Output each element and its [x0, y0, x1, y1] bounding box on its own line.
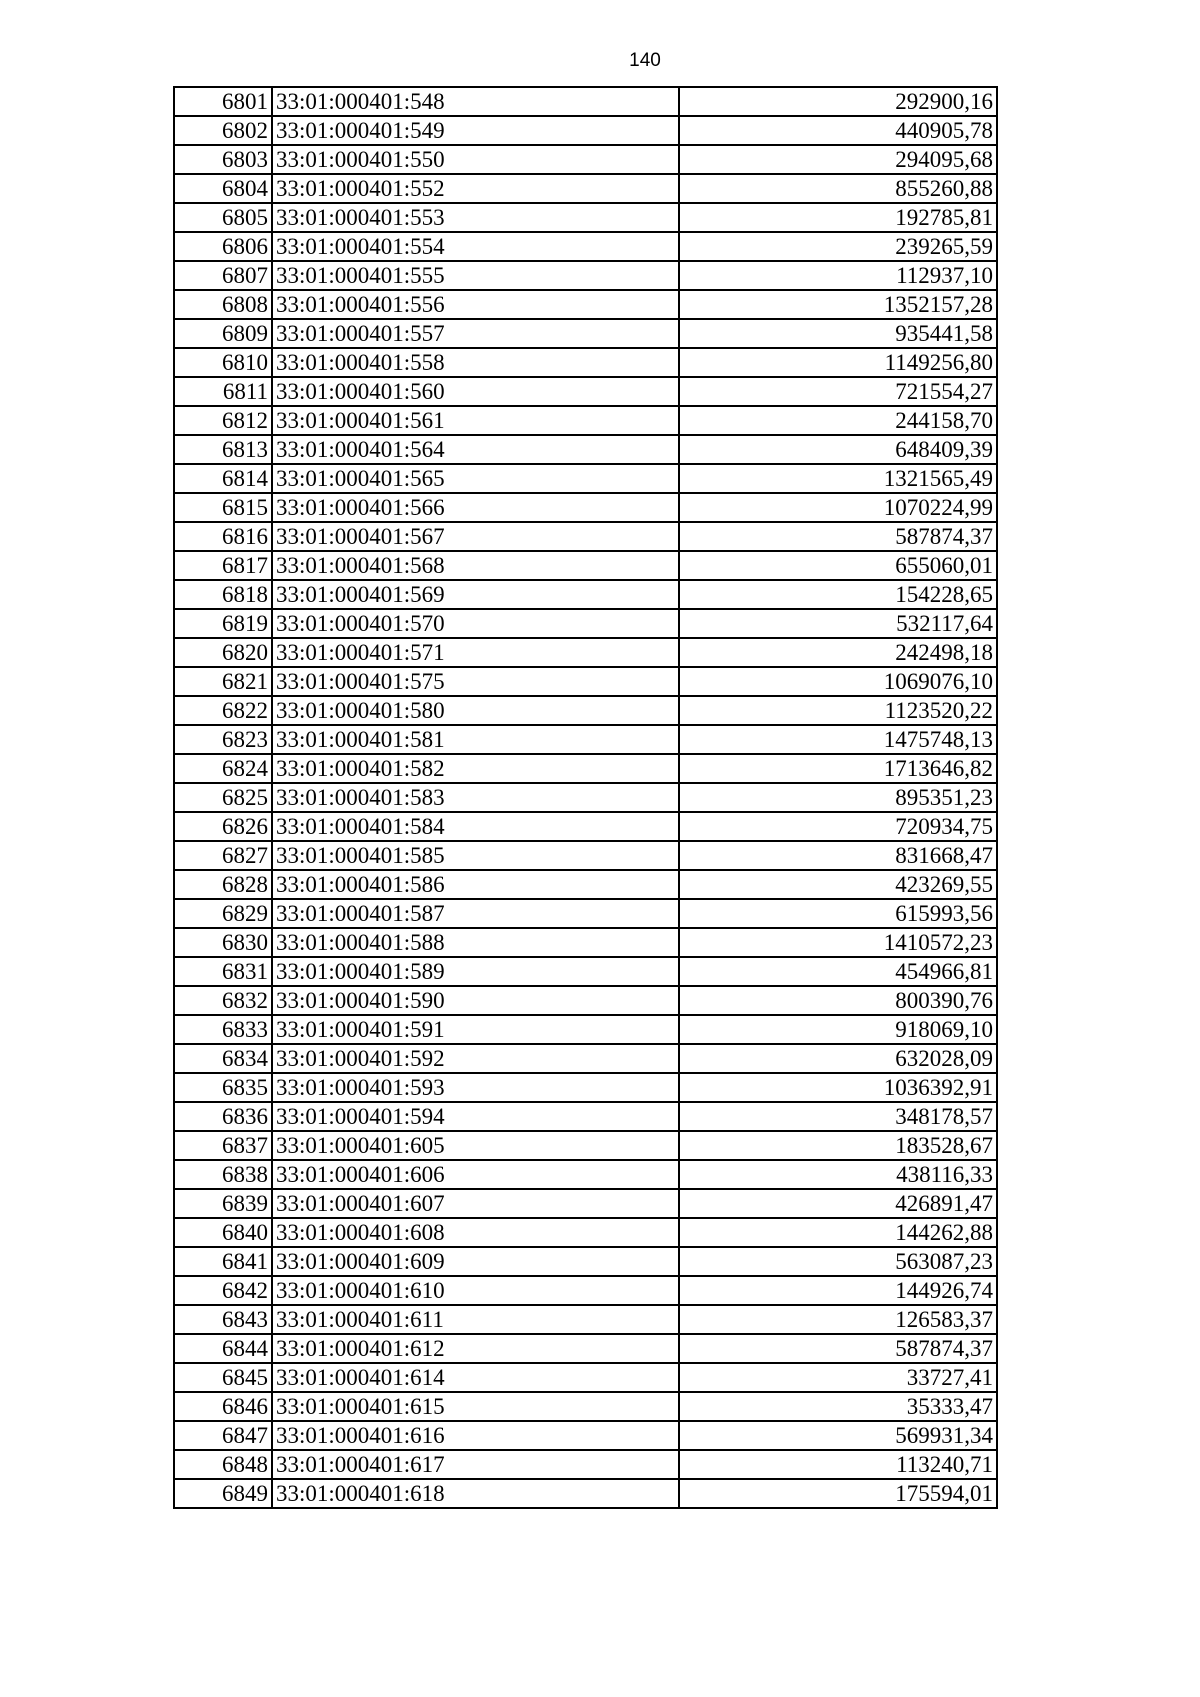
cadastral-value-cell: 438116,33	[679, 1160, 997, 1189]
table-row	[174, 493, 997, 522]
cadastral-number-cell: 33:01:000401:605	[272, 1131, 679, 1160]
cadastral-value-cell: 918069,10	[679, 1015, 997, 1044]
table-row	[174, 667, 997, 696]
table-row	[174, 957, 997, 986]
cadastral-value-cell: 720934,75	[679, 812, 997, 841]
table-row	[174, 1160, 997, 1189]
cadastral-value-cell: 144262,88	[679, 1218, 997, 1247]
cadastral-number-cell: 33:01:000401:612	[272, 1334, 679, 1363]
table-row	[174, 1015, 997, 1044]
cadastral-value-cell: 348178,57	[679, 1102, 997, 1131]
row-number-cell: 6840	[174, 1218, 272, 1247]
table-row	[174, 348, 997, 377]
cadastral-number-cell: 33:01:000401:591	[272, 1015, 679, 1044]
row-number-cell: 6814	[174, 464, 272, 493]
cadastral-number-cell: 33:01:000401:592	[272, 1044, 679, 1073]
table-row	[174, 783, 997, 812]
row-number-cell: 6802	[174, 116, 272, 145]
row-number-cell: 6803	[174, 145, 272, 174]
table-row	[174, 1305, 997, 1334]
cadastral-number-cell: 33:01:000401:583	[272, 783, 679, 812]
table-row	[174, 580, 997, 609]
row-number-cell: 6825	[174, 783, 272, 812]
cadastral-number-cell: 33:01:000401:552	[272, 174, 679, 203]
cadastral-number-cell: 33:01:000401:558	[272, 348, 679, 377]
cadastral-number-cell: 33:01:000401:554	[272, 232, 679, 261]
table-row	[174, 1044, 997, 1073]
row-number-cell: 6811	[174, 377, 272, 406]
cadastral-number-cell: 33:01:000401:564	[272, 435, 679, 464]
cadastral-value-cell: 113240,71	[679, 1450, 997, 1479]
row-number-cell: 6807	[174, 261, 272, 290]
row-number-cell: 6847	[174, 1421, 272, 1450]
cadastral-number-cell: 33:01:000401:570	[272, 609, 679, 638]
cadastral-value-cell: 1036392,91	[679, 1073, 997, 1102]
row-number-cell: 6834	[174, 1044, 272, 1073]
row-number-cell: 6835	[174, 1073, 272, 1102]
cadastral-number-cell: 33:01:000401:560	[272, 377, 679, 406]
row-number-cell: 6848	[174, 1450, 272, 1479]
cadastral-number-cell: 33:01:000401:584	[272, 812, 679, 841]
cadastral-value-cell: 1123520,22	[679, 696, 997, 725]
row-number-cell: 6833	[174, 1015, 272, 1044]
cadastral-value-cell: 112937,10	[679, 261, 997, 290]
row-number-cell: 6831	[174, 957, 272, 986]
cadastral-value-cell: 831668,47	[679, 841, 997, 870]
cadastral-number-cell: 33:01:000401:587	[272, 899, 679, 928]
cadastral-number-cell: 33:01:000401:582	[272, 754, 679, 783]
cadastral-value-cell: 1321565,49	[679, 464, 997, 493]
cadastral-value-cell: 1352157,28	[679, 290, 997, 319]
cadastral-value-cell: 294095,68	[679, 145, 997, 174]
table-row	[174, 986, 997, 1015]
cadastral-number-cell: 33:01:000401:580	[272, 696, 679, 725]
cadastral-value-cell: 632028,09	[679, 1044, 997, 1073]
cadastral-value-cell: 1410572,23	[679, 928, 997, 957]
row-number-cell: 6838	[174, 1160, 272, 1189]
table-row	[174, 261, 997, 290]
cadastral-value-cell: 183528,67	[679, 1131, 997, 1160]
table-row	[174, 319, 997, 348]
table-row	[174, 1421, 997, 1450]
row-number-cell: 6806	[174, 232, 272, 261]
row-number-cell: 6815	[174, 493, 272, 522]
table-row	[174, 1218, 997, 1247]
row-number-cell: 6823	[174, 725, 272, 754]
cadastral-value-cell: 292900,16	[679, 87, 997, 116]
cadastral-number-cell: 33:01:000401:615	[272, 1392, 679, 1421]
cadastral-number-cell: 33:01:000401:567	[272, 522, 679, 551]
row-number-cell: 6819	[174, 609, 272, 638]
table-row	[174, 1479, 997, 1508]
row-number-cell: 6843	[174, 1305, 272, 1334]
cadastral-value-cell: 154228,65	[679, 580, 997, 609]
cadastral-value-cell: 426891,47	[679, 1189, 997, 1218]
cadastral-number-cell: 33:01:000401:556	[272, 290, 679, 319]
row-number-cell: 6810	[174, 348, 272, 377]
cadastral-number-cell: 33:01:000401:611	[272, 1305, 679, 1334]
cadastral-value-cell: 440905,78	[679, 116, 997, 145]
cadastral-value-cell: 126583,37	[679, 1305, 997, 1334]
row-number-cell: 6816	[174, 522, 272, 551]
row-number-cell: 6837	[174, 1131, 272, 1160]
table-row	[174, 1073, 997, 1102]
table-row	[174, 870, 997, 899]
table-row	[174, 406, 997, 435]
row-number-cell: 6821	[174, 667, 272, 696]
cadastral-value-cell: 563087,23	[679, 1247, 997, 1276]
cadastral-number-cell: 33:01:000401:549	[272, 116, 679, 145]
table-row	[174, 696, 997, 725]
table-row	[174, 232, 997, 261]
cadastral-number-cell: 33:01:000401:569	[272, 580, 679, 609]
row-number-cell: 6841	[174, 1247, 272, 1276]
table-row	[174, 1450, 997, 1479]
row-number-cell: 6805	[174, 203, 272, 232]
cadastral-value-cell: 532117,64	[679, 609, 997, 638]
table-row	[174, 841, 997, 870]
row-number-cell: 6845	[174, 1363, 272, 1392]
cadastral-number-cell: 33:01:000401:585	[272, 841, 679, 870]
cadastral-value-cell: 1070224,99	[679, 493, 997, 522]
cadastral-number-cell: 33:01:000401:618	[272, 1479, 679, 1508]
row-number-cell: 6808	[174, 290, 272, 319]
table-row	[174, 1102, 997, 1131]
cadastral-value-cell: 855260,88	[679, 174, 997, 203]
row-number-cell: 6822	[174, 696, 272, 725]
cadastral-value-cell: 1475748,13	[679, 725, 997, 754]
row-number-cell: 6824	[174, 754, 272, 783]
table-row	[174, 1392, 997, 1421]
table-row	[174, 812, 997, 841]
cadastral-value-cell: 569931,34	[679, 1421, 997, 1450]
cadastral-value-cell: 454966,81	[679, 957, 997, 986]
table-row	[174, 551, 997, 580]
row-number-cell: 6849	[174, 1479, 272, 1508]
cadastral-value-cell: 144926,74	[679, 1276, 997, 1305]
cadastral-value-cell: 192785,81	[679, 203, 997, 232]
cadastral-number-cell: 33:01:000401:561	[272, 406, 679, 435]
table-row	[174, 116, 997, 145]
table-row	[174, 87, 997, 116]
cadastral-number-cell: 33:01:000401:575	[272, 667, 679, 696]
cadastral-value-cell: 615993,56	[679, 899, 997, 928]
table-body	[174, 87, 997, 1508]
table-row	[174, 1363, 997, 1392]
cadastral-number-cell: 33:01:000401:607	[272, 1189, 679, 1218]
cadastral-number-cell: 33:01:000401:581	[272, 725, 679, 754]
cadastral-value-cell: 648409,39	[679, 435, 997, 464]
cadastral-number-cell: 33:01:000401:548	[272, 87, 679, 116]
table-row	[174, 638, 997, 667]
cadastral-value-cell: 244158,70	[679, 406, 997, 435]
cadastral-number-cell: 33:01:000401:608	[272, 1218, 679, 1247]
cadastral-number-cell: 33:01:000401:606	[272, 1160, 679, 1189]
row-number-cell: 6827	[174, 841, 272, 870]
cadastral-value-cell: 242498,18	[679, 638, 997, 667]
table-row	[174, 464, 997, 493]
cadastral-value-cell: 587874,37	[679, 522, 997, 551]
cadastral-value-cell: 935441,58	[679, 319, 997, 348]
cadastral-number-cell: 33:01:000401:555	[272, 261, 679, 290]
cadastral-value-cell: 1069076,10	[679, 667, 997, 696]
row-number-cell: 6817	[174, 551, 272, 580]
row-number-cell: 6830	[174, 928, 272, 957]
row-number-cell: 6829	[174, 899, 272, 928]
row-number-cell: 6839	[174, 1189, 272, 1218]
cadastral-number-cell: 33:01:000401:590	[272, 986, 679, 1015]
cadastral-number-cell: 33:01:000401:609	[272, 1247, 679, 1276]
cadastral-value-cell: 35333,47	[679, 1392, 997, 1421]
cadastral-number-cell: 33:01:000401:594	[272, 1102, 679, 1131]
cadastral-number-cell: 33:01:000401:550	[272, 145, 679, 174]
cadastral-number-cell: 33:01:000401:588	[272, 928, 679, 957]
row-number-cell: 6836	[174, 1102, 272, 1131]
row-number-cell: 6809	[174, 319, 272, 348]
cadastral-value-cell: 587874,37	[679, 1334, 997, 1363]
table-row	[174, 522, 997, 551]
row-number-cell: 6818	[174, 580, 272, 609]
cadastral-number-cell: 33:01:000401:557	[272, 319, 679, 348]
cadastral-value-cell: 1149256,80	[679, 348, 997, 377]
cadastral-value-cell: 175594,01	[679, 1479, 997, 1508]
table-row	[174, 290, 997, 319]
table-row	[174, 1247, 997, 1276]
table-row	[174, 145, 997, 174]
cadastral-number-cell: 33:01:000401:553	[272, 203, 679, 232]
table-row	[174, 725, 997, 754]
row-number-cell: 6813	[174, 435, 272, 464]
row-number-cell: 6832	[174, 986, 272, 1015]
cadastral-value-cell: 721554,27	[679, 377, 997, 406]
table-row	[174, 928, 997, 957]
cadastral-number-cell: 33:01:000401:571	[272, 638, 679, 667]
table-row	[174, 754, 997, 783]
cadastral-value-cell: 423269,55	[679, 870, 997, 899]
cadastral-value-cell: 655060,01	[679, 551, 997, 580]
table-row	[174, 174, 997, 203]
table-row	[174, 1189, 997, 1218]
cadastral-value-cell: 1713646,82	[679, 754, 997, 783]
page-number: 140	[629, 50, 661, 71]
cadastral-number-cell: 33:01:000401:610	[272, 1276, 679, 1305]
cadastral-number-cell: 33:01:000401:565	[272, 464, 679, 493]
table-row	[174, 377, 997, 406]
cadastral-value-table	[173, 86, 998, 1509]
cadastral-number-cell: 33:01:000401:616	[272, 1421, 679, 1450]
row-number-cell: 6826	[174, 812, 272, 841]
cadastral-number-cell: 33:01:000401:614	[272, 1363, 679, 1392]
row-number-cell: 6844	[174, 1334, 272, 1363]
table-row	[174, 1334, 997, 1363]
table-row	[174, 1276, 997, 1305]
cadastral-value-cell: 239265,59	[679, 232, 997, 261]
cadastral-number-cell: 33:01:000401:589	[272, 957, 679, 986]
table-row	[174, 899, 997, 928]
table-row	[174, 1131, 997, 1160]
cadastral-number-cell: 33:01:000401:566	[272, 493, 679, 522]
cadastral-number-cell: 33:01:000401:593	[272, 1073, 679, 1102]
row-number-cell: 6820	[174, 638, 272, 667]
row-number-cell: 6812	[174, 406, 272, 435]
cadastral-value-cell: 895351,23	[679, 783, 997, 812]
row-number-cell: 6804	[174, 174, 272, 203]
cadastral-number-cell: 33:01:000401:568	[272, 551, 679, 580]
cadastral-value-cell: 33727,41	[679, 1363, 997, 1392]
cadastral-value-cell: 800390,76	[679, 986, 997, 1015]
table-row	[174, 435, 997, 464]
row-number-cell: 6846	[174, 1392, 272, 1421]
cadastral-number-cell: 33:01:000401:586	[272, 870, 679, 899]
row-number-cell: 6842	[174, 1276, 272, 1305]
table-row	[174, 609, 997, 638]
row-number-cell: 6828	[174, 870, 272, 899]
table-row	[174, 203, 997, 232]
row-number-cell: 6801	[174, 87, 272, 116]
cadastral-number-cell: 33:01:000401:617	[272, 1450, 679, 1479]
